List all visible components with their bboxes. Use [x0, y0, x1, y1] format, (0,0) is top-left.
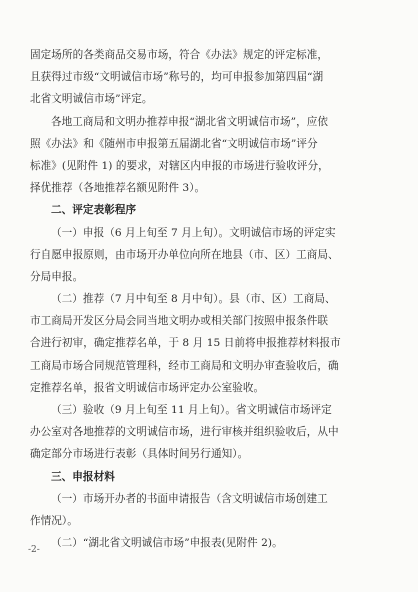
text-line: 作情况）。: [30, 514, 78, 527]
document-body: [30, 44, 388, 554]
text-line: （二）“湖北省文明诚信市场”申报表(见附件 2)。: [51, 537, 283, 550]
text-line: 分局申报。: [30, 270, 84, 283]
page-number: -2-: [28, 545, 40, 555]
text-line: 标准》(见附件 1) 的要求，对辖区内申报的市场进行验收评分，: [30, 159, 329, 172]
text-line: 行自愿申报原则，由市场开办单位向所在地县（市、区）工商局、: [30, 248, 339, 261]
text-line: （二）推荐（7 月中旬至 8 月中旬）。县（市、区）工商局、: [51, 293, 336, 306]
text-line: 固定场所的各类商品交易市场，符合《办法》规定的评定标准，: [30, 49, 329, 61]
text-line: 工商局市场合同规范管理科，经市工商局和文明办审查验收后，确: [30, 359, 339, 372]
text-line: （三）验收（9 月上旬至 11 月上旬）。省文明诚信市场评定: [51, 404, 332, 416]
text-line: 确定部分市场进行表彰（具体时间另行通知）。: [30, 448, 249, 461]
text-line: 合进行初审，确定推荐名单，于 8 月 15 日前将申报推荐材料报市: [30, 337, 341, 350]
text-line: 北省文明诚信市场”评定。: [30, 93, 153, 106]
text-line: （一）申报（6 月上旬至 7 月上旬）。文明诚信市场的评定实: [51, 226, 336, 239]
text-line: 各地工商局和文明办推荐申报“湖北省文明诚信市场”，应依: [51, 115, 329, 128]
section-heading: 二、评定表彰程序: [51, 204, 137, 217]
text-line: 定推荐名单，报省文明诚信市场评定办公室验收。: [30, 381, 265, 394]
text-line: （一）市场开办者的书面申请报告（含文明诚信市场创建工: [51, 492, 328, 505]
text-line: 照《办法》和《随州市申报第五届湖北省“文明诚信市场”评分: [30, 137, 318, 150]
text-line: 且获得过市级“文明诚信市场”称号的，均可申报参加第四届“湖: [30, 71, 324, 84]
text-line: 市工商局开发区分局会同当地文明办或相关部门按照申报条件联: [30, 315, 329, 328]
section-heading: 三、申报材料: [51, 470, 115, 483]
text-line: 办公室对各地推荐的文明诚信市场，进行审核并组织验收后，从中: [30, 426, 339, 439]
text-line: 择优推荐（各地推荐名额见附件 3）。: [30, 182, 206, 195]
